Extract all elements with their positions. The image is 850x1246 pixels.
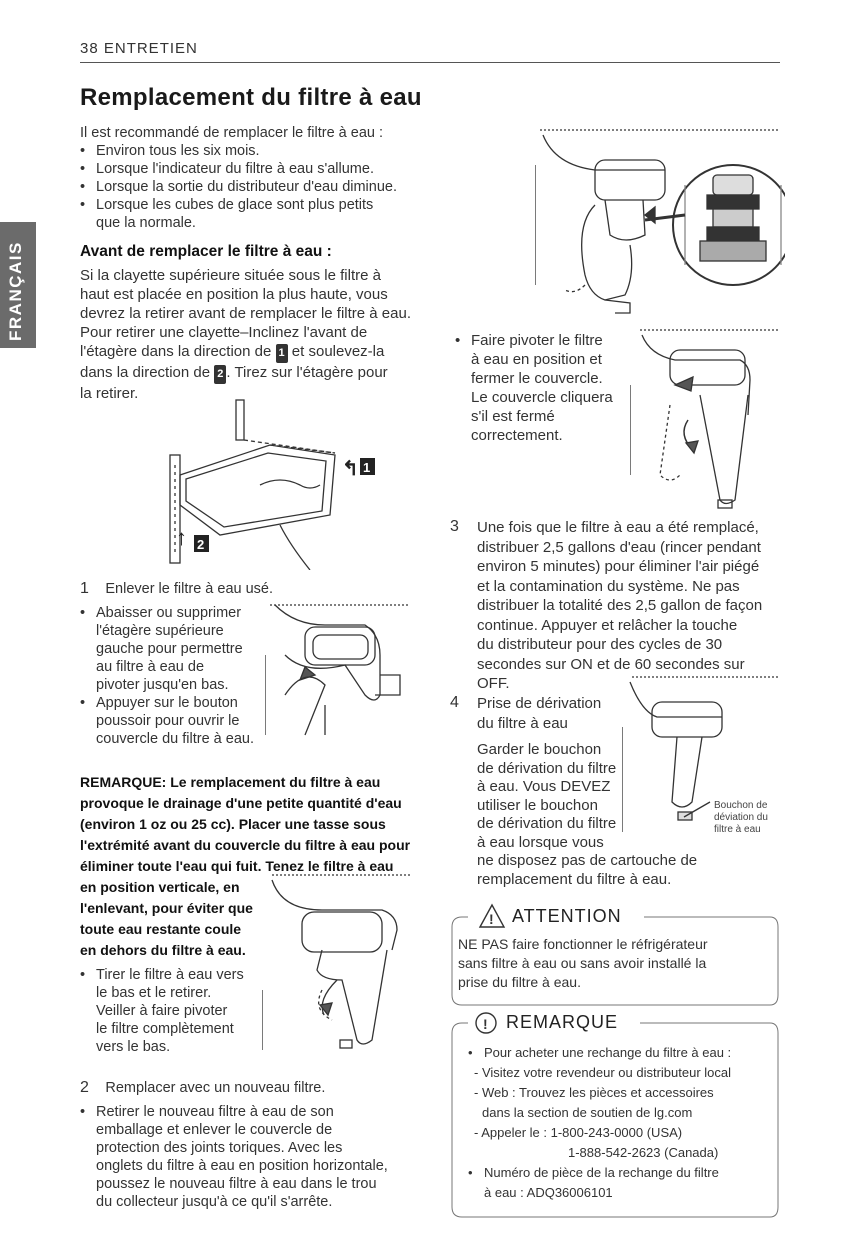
remarque-line: • Numéro de pièce de la rechange du filtre	[468, 1163, 778, 1183]
step3-line: distribuer la totalité des 2,5 gallon de façon	[477, 597, 763, 614]
bullet-line: l'étagère supérieure	[96, 623, 224, 639]
remark-line: Le remplacement du filtre à eau	[170, 774, 381, 790]
step3-line: du distributeur pour des cycles de 30	[477, 636, 723, 653]
before-line: dans la direction de	[80, 364, 211, 381]
step4-line: de dérivation du filtre	[477, 759, 617, 777]
bullet-line: pivoter jusqu'en bas.	[96, 677, 229, 693]
step3-text	[477, 518, 807, 694]
bullet-line: onglets du filtre à eau en position horizontale,	[96, 1158, 388, 1174]
step-text: Enlever le filtre à eau usé.	[105, 581, 274, 597]
attention-text	[458, 935, 778, 992]
step3-line: Une fois que le filtre à eau a été remplacé,	[477, 519, 759, 536]
step3-line: environ 5 minutes) pour éliminer l'air piégé	[477, 558, 760, 575]
callout-line: Bouchon de	[714, 800, 768, 811]
svg-text:!: !	[483, 1016, 488, 1032]
bullet-line: poussez le nouveau filtre à eau dans le trou	[96, 1176, 377, 1192]
pull-bullet	[80, 966, 270, 1056]
before-line: Pour retirer une clayette–Inclinez l'avant de	[80, 324, 368, 341]
callout-line: filtre à eau	[714, 824, 761, 835]
step4-line: à eau lorsque vous	[477, 833, 604, 851]
bullet-line: protection des joints toriques. Avec les	[96, 1140, 343, 1156]
intro-bullet: • Lorsque l'indicateur du filtre à eau s'allume.	[80, 160, 420, 178]
step3-line: continue. Appuyer et relâcher la touche	[477, 616, 738, 634]
page-title: Remplacement du filtre à eau	[80, 84, 422, 111]
bullet-line: • Faire pivoter le filtre	[455, 331, 635, 350]
attention-box	[450, 903, 780, 1011]
pivot-bullet	[455, 331, 635, 445]
callout-line: déviation du	[714, 812, 768, 823]
remarque-line: - Web : Trouvez les pièces et accessoires	[474, 1085, 714, 1100]
step4-heading-line: Prise de dérivation	[477, 695, 602, 712]
bullet-line: emballage et enlever le couvercle de	[96, 1122, 333, 1138]
step3-line: secondes sur ON et de 60 secondes sur	[477, 655, 745, 673]
bullet-line: correctement.	[471, 427, 563, 444]
remark-line: toute eau restante coule	[80, 921, 242, 937]
shelf-marker-2: 2	[197, 537, 205, 552]
before-line: haut est placée en position la plus haute, vous	[80, 286, 388, 303]
remark-line: éliminer toute l'eau qui fuit. Tenez le filtre à eau	[80, 858, 394, 874]
step2-bullet	[80, 1103, 440, 1211]
before-line: Si la clayette supérieure située sous le filtre à	[80, 267, 381, 284]
direction-marker-2: 2	[214, 365, 226, 384]
bullet-line: s'il est fermé	[471, 408, 555, 425]
svg-text:↑: ↑	[176, 525, 187, 550]
step4-heading-line: du filtre à eau	[477, 715, 568, 732]
bullet-line: fermer le couvercle.	[471, 370, 603, 387]
remarque-line: dans la section de soutien de lg.com	[482, 1105, 693, 1120]
attention-line: NE PAS faire fonctionner le réfrigérateur	[458, 936, 708, 952]
bullet-line: gauche pour permettre	[96, 641, 243, 657]
remarque-line: - Visitez votre revendeur ou distributeur local	[474, 1065, 731, 1080]
attention-line: sans filtre à eau ou sans avoir installé la	[458, 955, 707, 971]
remarque-title: REMARQUE	[506, 1012, 619, 1032]
remarque-line: • Pour acheter une rechange du filtre à eau :	[468, 1043, 778, 1063]
direction-marker-1: 1	[276, 344, 288, 363]
step-number: 3	[450, 518, 459, 535]
remark-line: l'enlevant, pour éviter que	[80, 900, 253, 916]
step-number: 1	[80, 580, 89, 597]
pull-filter-illustration	[262, 870, 417, 1050]
step-number: 2	[80, 1079, 89, 1096]
remarque-text	[468, 1043, 778, 1203]
intro-section	[80, 124, 420, 232]
remarque-box	[450, 1009, 780, 1219]
remarque-line: - Appeler le : 1-800-243-0000 (USA)	[474, 1125, 683, 1140]
remark-line: l'extrémité avant du couvercle du filtre à eau pour	[80, 837, 411, 853]
bullet-line: Le couvercle cliquera	[471, 389, 613, 406]
bullet-line: • Abaisser ou supprimer	[80, 604, 270, 622]
bullet-line: • Retirer le nouveau filtre à eau de son	[80, 1103, 440, 1121]
bullet-line: • Appuyer sur le bouton	[80, 694, 270, 712]
remark-line: en dehors du filtre à eau.	[80, 942, 246, 958]
svg-text:↰: ↰	[342, 458, 359, 480]
before-line: la retirer.	[80, 385, 139, 402]
svg-text:!: !	[489, 911, 494, 927]
bullet-line: vers le bas.	[96, 1039, 171, 1055]
before-line: . Tirez sur l'étagère pour	[226, 364, 388, 381]
step4-line: remplacement du filtre à eau.	[477, 870, 672, 888]
pivot-filter-illustration	[630, 325, 785, 510]
intro-bullet: • Lorsque les cubes de glace sont plus petits	[80, 196, 420, 214]
bullet-line: du collecteur jusqu'à ce qu'il s'arrête.	[96, 1194, 333, 1210]
remarque-line: 1-888-542-2623 (Canada)	[568, 1145, 719, 1160]
step4-line: ne disposez pas de cartouche de	[477, 852, 698, 869]
step4-line: à eau. Vous DEVEZ	[477, 778, 611, 795]
step3-line: OFF.	[477, 675, 510, 692]
before-line: l'étagère dans la direction de	[80, 343, 272, 360]
step3-line: distribuer 2,5 gallons d'eau (rincer pendant	[477, 538, 761, 556]
intro-bullet-cont: que la normale.	[96, 215, 196, 231]
page-label: 38 ENTRETIEN	[80, 40, 198, 57]
shelf-marker-1: 1	[363, 460, 371, 475]
bullet-line: couvercle du filtre à eau.	[96, 731, 254, 747]
page-header	[80, 40, 780, 63]
install-filter-illustration	[535, 125, 785, 325]
bypass-plug-illustration	[622, 672, 782, 847]
bullet-line: à eau en position et	[471, 351, 602, 368]
remark-line: en position verticale, en	[80, 879, 240, 895]
step-text: Remplacer avec un nouveau filtre.	[105, 1080, 326, 1096]
step4-line: utiliser le bouchon	[477, 796, 598, 814]
bullet-line: le filtre complètement	[96, 1021, 234, 1037]
bullet-line: le bas et le retirer.	[96, 985, 212, 1001]
before-line: devrez la retirer avant de remplacer le filtre à eau.	[80, 305, 411, 322]
shelf-removal-illustration	[160, 395, 400, 570]
attention-line: prise du filtre à eau.	[458, 974, 581, 990]
remark-line: (environ 1 oz ou 25 cc). Placer une tasse sous	[80, 816, 386, 832]
intro-bullet: • Lorsque la sortie du distributeur d'eau diminue.	[80, 178, 420, 196]
remark-label: REMARQUE:	[80, 774, 167, 790]
bullet-line: poussoir pour ouvrir le	[96, 713, 240, 729]
before-text	[80, 266, 420, 403]
bullet-line: au filtre à eau de	[96, 659, 205, 675]
remark-line: provoque le drainage d'une petite quantité d'eau	[80, 795, 402, 811]
step4-line: de dérivation du filtre	[477, 815, 617, 832]
before-heading: Avant de remplacer le filtre à eau :	[80, 243, 332, 260]
attention-title: ATTENTION	[512, 906, 622, 926]
intro-bullet: • Environ tous les six mois.	[80, 142, 420, 160]
before-line: et soulevez-la	[291, 343, 385, 360]
bullet-line: Veiller à faire pivoter	[96, 1003, 228, 1019]
language-tab-label: FRANÇAIS	[6, 241, 25, 341]
step-2	[80, 1079, 420, 1097]
language-tab	[0, 222, 36, 348]
open-cover-illustration	[265, 595, 415, 740]
intro-lead: Il est recommandé de remplacer le filtre à eau :	[80, 125, 384, 141]
step1-bullets	[80, 604, 270, 748]
step4-line: Garder le bouchon	[477, 741, 602, 758]
step3-line: et la contamination du système. Ne pas	[477, 577, 740, 595]
bullet-line: • Tirer le filtre à eau vers	[80, 966, 270, 984]
remarque-line: à eau : ADQ36006101	[484, 1185, 613, 1200]
step-number: 4	[450, 694, 459, 711]
